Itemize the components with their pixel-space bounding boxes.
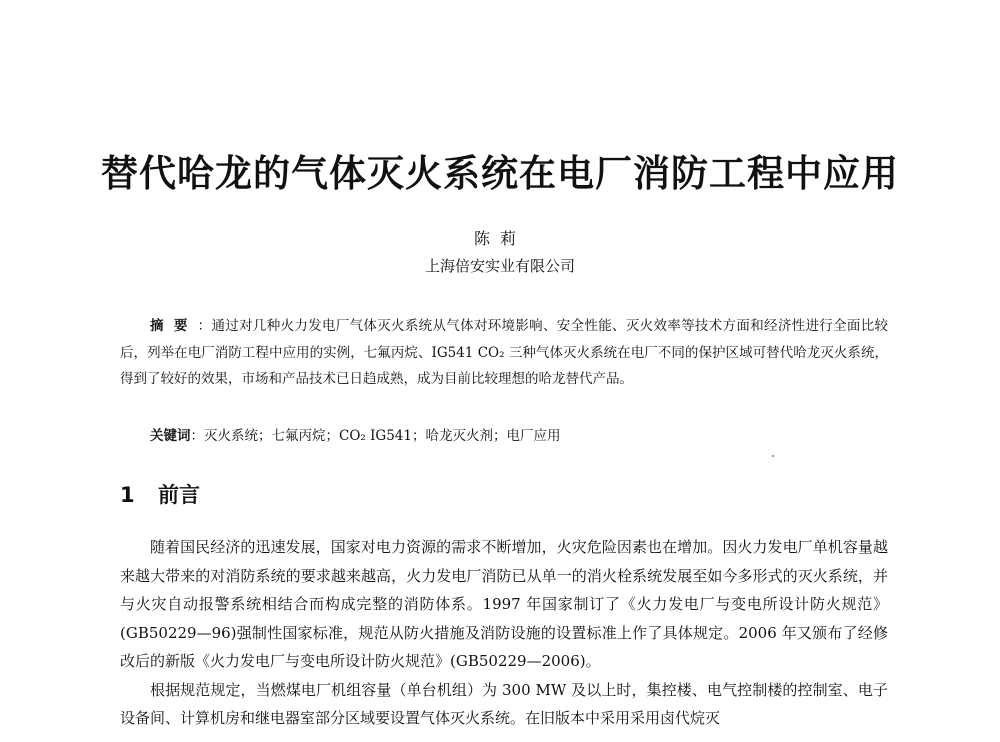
section-number: 1 [120,483,135,507]
paper-title: 替代哈龙的气体灭火系统在电厂消防工程中应用 [101,152,899,195]
keywords [150,423,888,449]
abstract [120,313,888,393]
author-name: 陈莉 [473,229,526,248]
author-affiliation: 上海倍安实业有限公司 [424,257,575,275]
section-heading [120,479,200,509]
body-text [120,533,888,733]
abstract-text: ：通过对几种火力发电厂气体灭火系统从气体对环境影响、安全性能、灭火效率等技术方面和经济性进行全面比较后，列举在电厂消防工程中应用的实例，七氟丙烷、IG541 CO₂ 三种气体灭火系统在电厂不同的保护区域可替代哈龙灭火系统，得到了较好的效果，市场和产品技术已日趋成熟，成为目前比较理想的哈龙替代产品。 [120,318,889,387]
speck-mark [772,455,774,457]
abstract-label: 摘要 [150,318,198,334]
body-paragraph-2: 根据规范规定，当燃煤电厂机组容量（单台机组）为 300 MW 及以上时，集控楼、电气控制楼的控制室、电子设备间、计算机房和继电器室部分区域要设置气体灭火系统。在旧版本中采用采用卤代烷灭 [120,680,888,727]
section-title: 前言 [158,483,200,507]
keywords-label: 关键词 [150,428,191,444]
body-paragraph-1: 随着国民经济的迅速发展，国家对电力资源的需求不断增加，火灾危险因素也在增加。因火力发电厂单机容量越来越大带来的对消防系统的要求越来越高，火力发电厂消防已从单一的消火栓系统发展至如今多形式的灭火系统，并与火灾自动报警系统相结合而构成完整的消防体系。1997 年国家制订了《火力发电厂与变电所设计防火规范》(GB50229—96)强制性国家标准，规范从防火措施及消防设施的设置标准上作了具体规定。2006 年又颁布了经修改后的新版《火力发电厂与变电所设计防火规范》(GB50229—2006)。 [120,538,888,670]
keywords-text: ：灭火系统；七氟丙烷；CO₂ IG541；哈龙灭火剂；电厂应用 [190,428,561,444]
